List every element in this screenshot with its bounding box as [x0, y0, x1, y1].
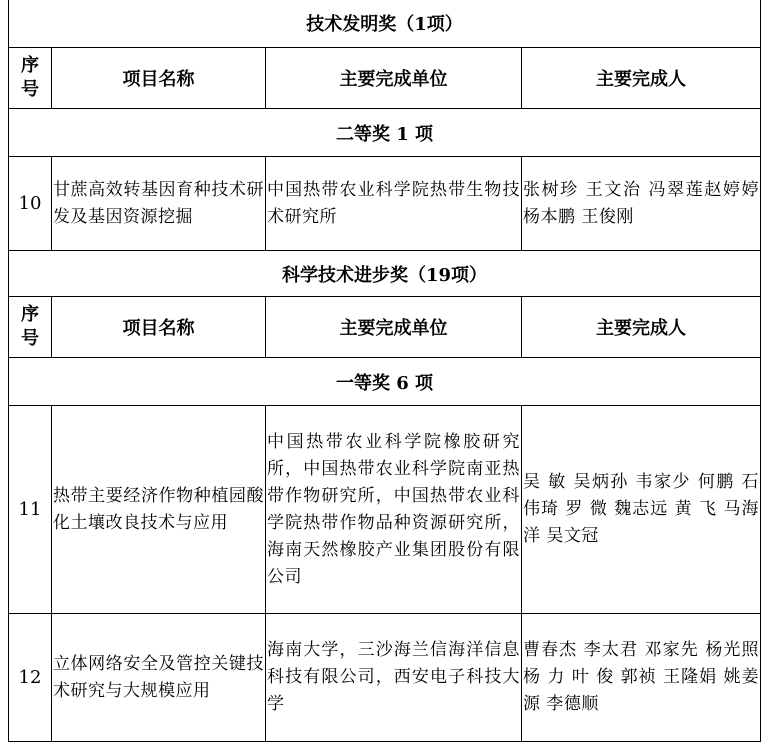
row-unit: 中国热带农业科学院热带生物技术研究所: [266, 157, 522, 251]
row-name: 立体网络安全及管控关键技术研究与大规模应用: [52, 614, 266, 742]
header-people: 主要完成人: [522, 48, 761, 109]
section-title: 科学技术进步奖（19项）: [9, 251, 761, 297]
row-people: 吴 敏 吴炳孙 韦家少 何鹏 石伟琦 罗 微 魏志远 黄 飞 马海洋 吴文冠: [522, 406, 761, 614]
header-row: [9, 48, 761, 109]
grade-row-second: [9, 109, 761, 157]
row-seq: 10: [9, 157, 52, 251]
awards-table: [8, 0, 761, 742]
header-seq-text: 序号: [21, 55, 39, 100]
section-row-invention: [9, 0, 761, 48]
table-row: [9, 157, 761, 251]
header-people: 主要完成人: [522, 297, 761, 358]
row-name: 甘蔗高效转基因育种技术研发及基因资源挖掘: [52, 157, 266, 251]
header-seq: [9, 48, 52, 109]
row-name: 热带主要经济作物种植园酸化土壤改良技术与应用: [52, 406, 266, 614]
table-row: [9, 406, 761, 614]
table-row: [9, 614, 761, 742]
grade-row-first: [9, 358, 761, 406]
header-seq-text: 序号: [21, 304, 39, 349]
section-title: 技术发明奖（1项）: [9, 0, 761, 48]
row-seq: 12: [9, 614, 52, 742]
header-name: 项目名称: [52, 297, 266, 358]
header-name: 项目名称: [52, 48, 266, 109]
row-unit: 中国热带农业科学院橡胶研究所，中国热带农业科学院南亚热带作物研究所，中国热带农业科学院热带作物品种资源研究所，海南天然橡胶产业集团股份有限公司: [266, 406, 522, 614]
row-people: 张树珍 王文治 冯翠莲赵婷婷 杨本鹏 王俊刚: [522, 157, 761, 251]
row-unit: 海南大学，三沙海兰信海洋信息科技有限公司，西安电子科技大学: [266, 614, 522, 742]
header-row: [9, 297, 761, 358]
section-row-progress: [9, 251, 761, 297]
grade-title: 一等奖 6 项: [9, 358, 761, 406]
row-seq: 11: [9, 406, 52, 614]
row-people: 曹春杰 李太君 邓家先 杨光照 杨 力 叶 俊 郭祯 王隆娟 姚姜源 李德顺: [522, 614, 761, 742]
header-unit: 主要完成单位: [266, 297, 522, 358]
header-unit: 主要完成单位: [266, 48, 522, 109]
header-seq: [9, 297, 52, 358]
grade-title: 二等奖 1 项: [9, 109, 761, 157]
